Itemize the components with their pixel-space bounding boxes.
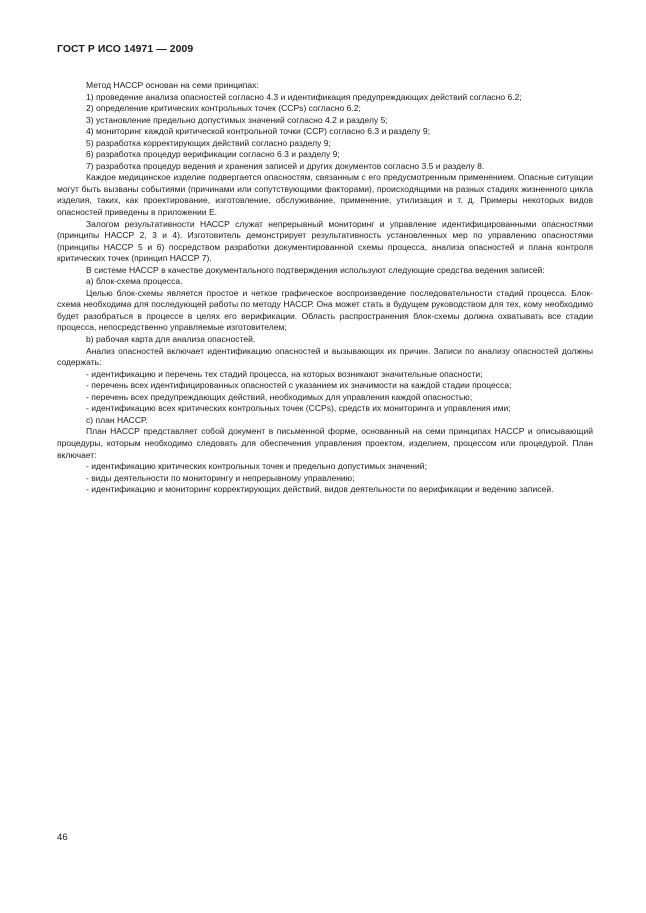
paragraph: 7) разработка процедур ведения и хранения записей и других документов согласно 3.5 и разделу 8. [86,160,485,171]
paragraph: - идентификацию и мониторинг корректирующих действий, видов деятельности по верификации и ведению записей. [86,484,554,495]
paragraph: Анализ опасностей включает идентификацию опасностей и вызывающих их причин. Записи по анализу опасностей должны содержать: [57,345,593,368]
paragraph: - перечень всех предупреждающих действий, необходимых для управления каждой опасностью; [86,391,473,402]
paragraph: 2) определение критических контрольных точек (ССРs) согласно 6.2; [86,103,361,114]
paragraph: а) блок-схема процесса. [86,276,183,287]
document-body [57,80,593,496]
paragraph: 6) разработка процедур верификации согласно 6.3 и разделу 9; [86,149,340,160]
paragraph: - виды деятельности по мониторингу и непрерывному управлению; [86,472,355,483]
paragraph: - перечень всех идентифицированных опасностей с указанием их значимости на каждой стадии процесса; [86,380,512,391]
paragraph: В системе НАССР в качестве документального подтверждения используют следующие средства ведения записей: [86,264,545,275]
page-number: 46 [57,832,68,843]
paragraph: - идентификацию и перечень тех стадий процесса, на которых возникают значительные опасности; [86,368,483,379]
paragraph: - идентификацию критических контрольных точек и предельно допустимых значений; [86,461,427,472]
paragraph: 3) установление предельно допустимых значений согласно 4.2 и разделу 5; [86,114,388,125]
paragraph: - идентификацию всех критических контрольных точек (ССРs), средств их мониторинга и управления ими; [86,403,511,414]
paragraph: Залогом результативности НАССР служат непрерывный мониторинг и управление идентифицированными опасностями (принципы НАССР 2, 3 и 4). Изготовитель демонстрирует результативность установленных мер по управлению опасностями (принципы НАССР 5 и 6) посредством разработки документированной схемы процесса, анализа опасностей и плана контроля критических точек (принцип НАССР 7). [57,218,593,264]
paragraph: b) рабочая карта для анализа опасностей. [86,334,256,345]
paragraph: Каждое медицинское изделие подвергается опасностям, связанным с его предусмотренным применением. Опасные ситуации могут быть вызваны событиями (причинами или сопутствующими факторами), происходящими на разных стадиях жизненного цикла изделия, таких, как проектирование, изготовление, обслуживание, применение, утилизация и т. д. Примеры некоторых видов опасностей приведены в приложении Е. [57,172,593,218]
document-header: ГОСТ Р ИСО 14971 — 2009 [57,44,194,55]
paragraph: с) план НАССР. [86,414,148,425]
paragraph: 5) разработка корректирующих действий согласно разделу 9; [86,137,331,148]
paragraph: 4) мониторинг каждой критической контрольной точки (ССР) согласно 6.3 и разделу 9; [86,126,430,137]
paragraph: Метод НАССР основан на семи принципах: [86,80,259,90]
paragraph: План НАССР представляет собой документ в письменной форме, основанный на семи принципах НАССР и описывающий процедуры, которым необходимо следовать для обеспечения управления проектом, изделием, процессом или процедурой. План включает: [57,426,593,460]
paragraph: Целью блок-схемы является простое и четкое графическое воспроизведение последовательности стадий процесса. Блок-схема необходима для последующей работы по методу НАССР. Она может стать в будущем руководством для тех, кому необходимо будет разобраться в процессе в целях его верификации. Область распространения блок-схемы должна охватывать все стадии процесса, непосредственно управляемые изготовителем; [57,287,593,333]
paragraph: 1) проведение анализа опасностей согласно 4.3 и идентификация предупреждающих действий согласно 6.2; [86,91,522,102]
